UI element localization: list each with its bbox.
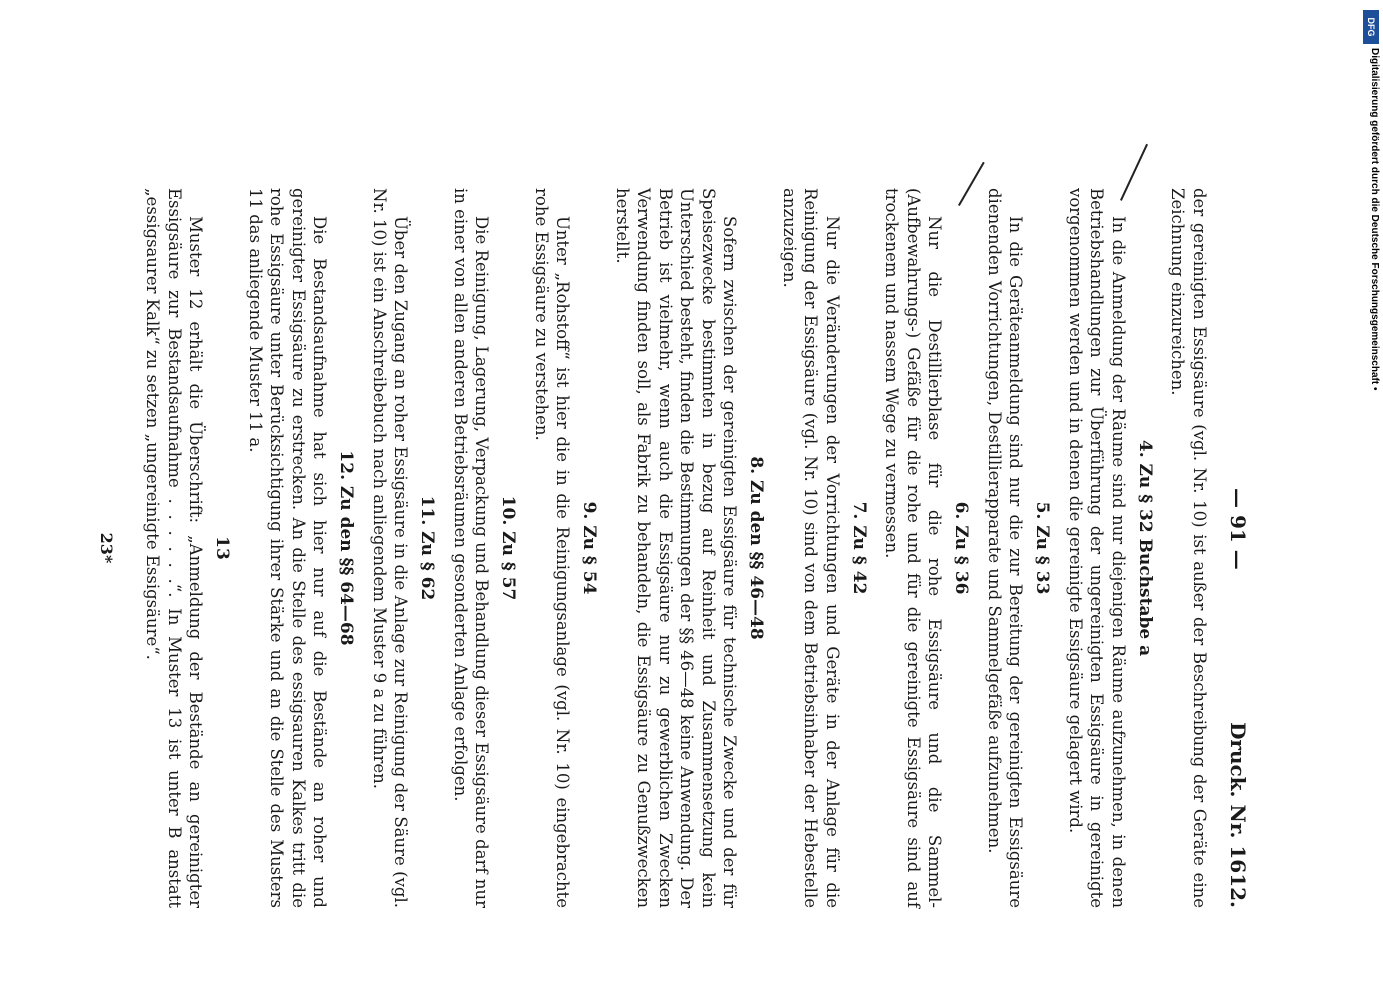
section-paragraph: Die Bestandsaufnahme hat sich hier nur auf die Bestände an roher und gereinigter Essigsäure zu erstrecken. An die Stelle des essigsauren Kalkes tritt die rohe Essigsäure unter Berücksichtigung ihrer Stärke und an die Stelle des Musters 11 das anliegende Muster 11 a. [246, 188, 330, 908]
print-number: Druck. Nr. 1612. [1226, 722, 1250, 908]
section-paragraph: In die Geräteanmeldung sind nur die zur Bereitung der gereinigten Essigsäure dienenden Vorrichtungen, Destillierapparate und Sammelgefäße aufzunehmen. [985, 188, 1026, 908]
section-paragraph: Sofern zwischen der gereinigten Essigsäure für technische Zwecke und der für Speisezwecke bestimmten in bezug auf Reinheit und Zusammensetzung kein Unterschied besteht, finden die Bestimmungen der §§ 46—48 keine Anwendung. Der Betrieb ist vielmehr, wenn auch die Essigsäure nur zu gewerblichen Zwecken Verwendung finden soll, als Fabrik zu behandeln, die Essigsäure zu Genußzwecken herstellt. [613, 188, 740, 908]
section-heading: 13 [212, 536, 233, 560]
section-paragraph: Nur die Destillierblase für die rohe Essigsäure und die Sammel- (Aufbewahrungs-) Gefäße für die rohe und für die gereinigte Essigsäure sind auf trockenem und nassem Wege zu vermessen. [882, 188, 945, 908]
signature-mark: 23* [97, 532, 116, 564]
section-paragraph: Unter „Rohstoff“ ist hier die in die Reinigungsanlage (vgl. Nr. 10) eingebrachte rohe Essigsäure zu verstehen. [532, 188, 573, 908]
section-paragraph: In die Anmeldung der Räume sind nur diejenigen Räume aufzunehmen, in denen Betriebshandlungen zur Überführung der ungereinigten Essigsäure in gereinigte vorgenommen werden und in denen die gereinigte Essigsäure gelagert wird. [1066, 188, 1128, 908]
section-paragraph: Die Reinigung, Lagerung, Verpackung und Behandlung dieser Essigsäure darf nur in einer von allen anderen Betriebsräumen gesonderten Anlage erfolgen. [451, 188, 492, 908]
page-header [1210, 188, 1250, 908]
section-heading: 5. Zu § 33 [1032, 501, 1053, 595]
section-paragraph: Muster 12 erhält die Überschrift: „Anmeldung der Bestände an gereinigter Essigsäure zur Bestandsaufnahme . . . . . .“. In Muster 13 ist unter B anstatt „essigsaurer Kalk“ zu setzen „ungereinigte Essigsäure“. [143, 188, 206, 908]
section-paragraph: Nur die Veränderungen der Vorrichtungen und Geräte in der Anlage für die Reinigung der Essigsäure (vgl. Nr. 10) sind von dem Betriebsinhaber der Hebestelle anzuzeigen. [780, 188, 842, 908]
sections-container [142, 188, 1155, 908]
section-heading: 11. Zu § 62 [417, 495, 438, 601]
page-number: — 91 — [1226, 488, 1250, 570]
section-heading: 8. Zu den §§ 46—48 [746, 456, 767, 640]
section-heading: 6. Zu § 36 [951, 501, 972, 595]
dfg-credit [1362, 8, 1380, 398]
section-heading: 9. Zu § 54 [579, 501, 600, 595]
section-heading: 4. Zu § 32 Buchstabe a [1135, 439, 1155, 657]
section-heading: 10. Zu § 57 [498, 495, 519, 601]
dfg-logo: DFG [1363, 10, 1379, 44]
section-paragraph: Über den Zugang an roher Essigsäure in die Anlage zur Reinigung der Säure (vgl. Nr. 10) ist ein Anschreibebuch nach anliegendem Muster 9 a zu führen. [370, 188, 411, 908]
rotated-page [97, 188, 1250, 908]
intro-paragraph: der gereinigten Essigsäure (vgl. Nr. 10) ist außer der Beschreibung der Geräte eine Zeichnung einzureichen. [1168, 188, 1209, 908]
credit-text: Digitalisierung gefördert durch die Deutsche Forschungsgemeinschaft • [1369, 48, 1380, 391]
section-heading: 12. Zu den §§ 64—68 [336, 450, 357, 646]
section-heading: 7. Zu § 42 [849, 501, 869, 595]
